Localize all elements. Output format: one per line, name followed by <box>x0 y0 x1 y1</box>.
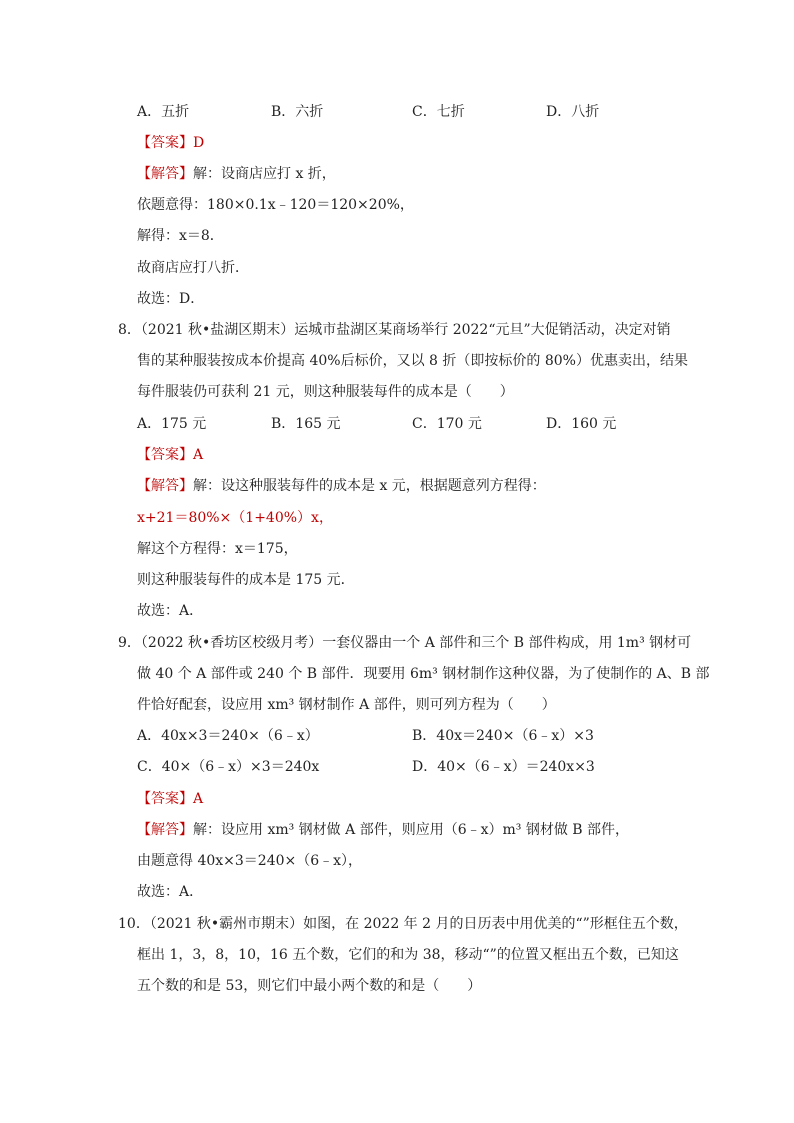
q9-option-b: B．40x＝240×（6﹣x）×3 <box>412 728 594 744</box>
answer-tag: 【答案】 <box>137 135 193 151</box>
answer-value: A <box>193 447 204 463</box>
q7-solution-line-3: 解得：x＝8． <box>137 228 224 244</box>
q8-answer <box>137 445 203 465</box>
q7-solution-line-2: 依题意得：180×0.1x﹣120＝120×20%， <box>137 197 414 213</box>
q7-solution-line-5: 故选：D． <box>137 291 205 307</box>
q7-solution-line-4: 故商店应打八折． <box>137 260 249 276</box>
q7-option-d: D．八折 <box>546 104 600 120</box>
solution-tag: 【解答】 <box>137 822 193 838</box>
q8-solution-line-2: x+21＝80%×（1+40%）x， <box>137 510 333 526</box>
q9-solution-line-3: 故选：A． <box>137 884 204 900</box>
solution-text: 解：设商店应打 x 折， <box>193 166 336 182</box>
q8-solution-line-4: 则这种服装每件的成本是 175 元． <box>137 572 355 588</box>
q8-option-c: C．170 元 <box>412 416 482 432</box>
q7-solution-line-1 <box>137 164 336 184</box>
q8-option-d: D．160 元 <box>546 416 617 432</box>
q9-solution-line-1 <box>137 820 629 840</box>
q10-stem-line-3: 五个数的和是 53，则它们中最小两个数的和是（ ） <box>137 978 482 994</box>
solution-tag: 【解答】 <box>137 478 193 494</box>
solution-text: 解：设应用 xm³ 钢材做 A 部件，则应用（6﹣x）m³ 钢材做 B 部件， <box>193 822 630 838</box>
q9-option-c: C．40×（6﹣x）×3＝240x <box>137 759 320 775</box>
answer-tag: 【答案】 <box>137 791 193 807</box>
answer-value: D <box>193 135 205 151</box>
solution-text: 解：设这种服装每件的成本是 x 元，根据题意列方程得： <box>193 478 546 494</box>
q10-stem-line-2: 框出 1，3，8，10，16 五个数，它们的和为 38，移动“”的位置又框出五个数，已知这 <box>137 947 679 963</box>
q9-option-d: D．40×（6﹣x）＝240x×3 <box>412 759 595 775</box>
q8-solution-line-1 <box>137 476 546 496</box>
q10-stem-line-1: 10．（2021 秋•霸州市期末）如图，在 2022 年 2 月的日历表中用优美的“”形框住五个数， <box>118 916 688 932</box>
q8-stem-line-2: 售的某种服装按成本价提高 40%后标价，又以 8 折（即按标价的 80%）优惠卖出，结果 <box>137 353 688 369</box>
q9-stem-line-2: 做 40 个 A 部件或 240 个 B 部件．现要用 6m³ 钢材制作这种仪器，为了使制作的 A、B 部 <box>137 666 710 682</box>
answer-tag: 【答案】 <box>137 447 193 463</box>
q9-stem-line-3: 件恰好配套，设应用 xm³ 钢材制作 A 部件，则可列方程为（ ） <box>137 697 556 713</box>
q9-answer <box>137 789 203 809</box>
q7-answer <box>137 133 204 153</box>
q7-option-b: B．六折 <box>271 104 324 120</box>
q8-option-b: B．165 元 <box>271 416 341 432</box>
answer-value: A <box>193 791 204 807</box>
q7-option-c: C．七折 <box>412 104 465 120</box>
q8-solution-line-5: 故选：A． <box>137 603 204 619</box>
q9-solution-line-2: 由题意得 40x×3＝240×（6﹣x）， <box>137 853 363 869</box>
q8-stem-line-3: 每件服装仍可获利 21 元，则这种服装每件的成本是（ ） <box>137 384 514 400</box>
q8-stem-line-1: 8．（2021 秋•盐湖区期末）运城市盐湖区某商场举行 2022“元旦”大促销活动，决定对销 <box>118 322 671 338</box>
q9-stem-line-1: 9．（2022 秋•香坊区校级月考）一套仪器由一个 A 部件和三个 B 部件构成，用 1m³ 钢材可 <box>118 635 692 651</box>
q9-option-a: A．40x×3＝240×（6﹣x） <box>137 728 319 744</box>
q7-option-a: A．五折 <box>137 104 190 120</box>
q8-option-a: A．175 元 <box>137 416 207 432</box>
q8-solution-line-3: 解这个方程得：x＝175， <box>137 541 298 557</box>
solution-tag: 【解答】 <box>137 166 193 182</box>
